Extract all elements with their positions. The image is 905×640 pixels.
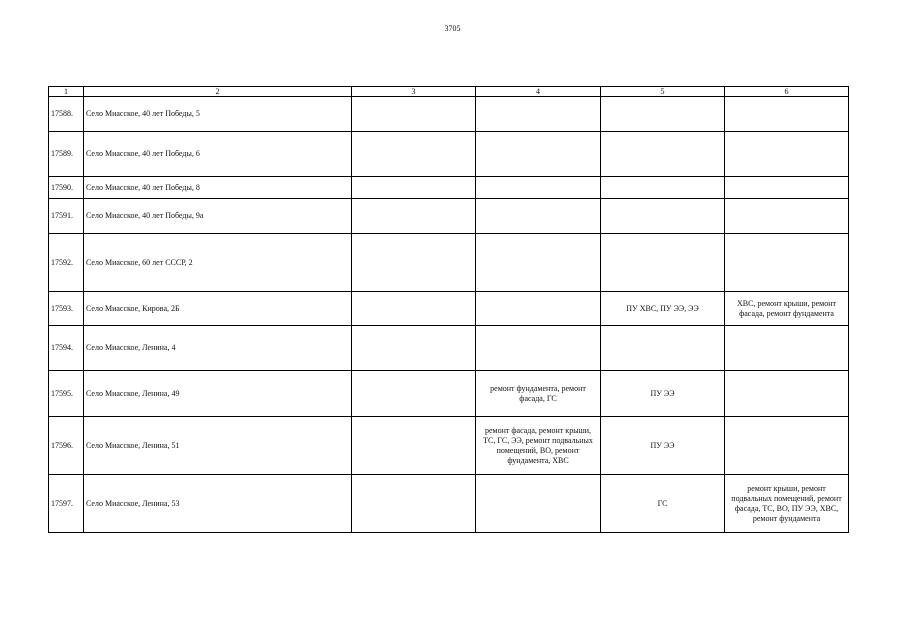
table-row bbox=[49, 199, 849, 234]
row-col3 bbox=[352, 234, 476, 292]
row-col6 bbox=[725, 177, 849, 199]
table-row bbox=[49, 417, 849, 475]
row-col4 bbox=[476, 326, 601, 371]
row-col3 bbox=[352, 97, 476, 132]
row-col6 bbox=[725, 417, 849, 475]
row-address: Село Миасское, 60 лет СССР, 2 bbox=[84, 234, 352, 292]
row-number: 17593. bbox=[49, 292, 84, 326]
page-number: 3705 bbox=[444, 24, 461, 33]
table-row bbox=[49, 371, 849, 417]
row-col5 bbox=[601, 97, 725, 132]
works-table bbox=[48, 86, 849, 533]
row-col4 bbox=[476, 475, 601, 533]
column-header-2: 2 bbox=[84, 87, 352, 97]
row-number: 17588. bbox=[49, 97, 84, 132]
table-row bbox=[49, 97, 849, 132]
row-col5 bbox=[601, 326, 725, 371]
row-address: Село Миасское, Ленина, 4 bbox=[84, 326, 352, 371]
row-col3 bbox=[352, 292, 476, 326]
row-number: 17592. bbox=[49, 234, 84, 292]
row-col6 bbox=[725, 326, 849, 371]
row-col4 bbox=[476, 292, 601, 326]
row-col5 bbox=[601, 234, 725, 292]
row-address: Село Миасское, 40 лет Победы, 8 bbox=[84, 177, 352, 199]
table-row bbox=[49, 326, 849, 371]
row-col5: ПУ ХВС, ПУ ЭЭ, ЭЭ bbox=[601, 292, 725, 326]
row-address: Село Миасское, Ленина, 49 bbox=[84, 371, 352, 417]
column-header-4: 4 bbox=[476, 87, 601, 97]
row-col5 bbox=[601, 177, 725, 199]
table-row bbox=[49, 292, 849, 326]
row-number: 17590. bbox=[49, 177, 84, 199]
row-col6: ремонт крыши, ремонт подвальных помещений, ремонт фасада, ТС, ВО, ПУ ЭЭ, ХВС, ремонт фундамента bbox=[725, 475, 849, 533]
row-address: Село Миасское, 40 лет Победы, 5 bbox=[84, 97, 352, 132]
row-col6 bbox=[725, 97, 849, 132]
row-col4 bbox=[476, 199, 601, 234]
row-col6 bbox=[725, 199, 849, 234]
row-address: Село Миасское, Кирова, 2Б bbox=[84, 292, 352, 326]
row-col4 bbox=[476, 97, 601, 132]
row-col5: ПУ ЭЭ bbox=[601, 417, 725, 475]
row-address: Село Миасское, Ленина, 53 bbox=[84, 475, 352, 533]
header-row bbox=[49, 87, 849, 97]
column-header-5: 5 bbox=[601, 87, 725, 97]
row-address: Село Миасское, Ленина, 51 bbox=[84, 417, 352, 475]
column-header-1: 1 bbox=[49, 87, 84, 97]
table-row bbox=[49, 132, 849, 177]
row-number: 17594. bbox=[49, 326, 84, 371]
row-col6 bbox=[725, 132, 849, 177]
row-col5 bbox=[601, 199, 725, 234]
row-number: 17595. bbox=[49, 371, 84, 417]
row-number: 17596. bbox=[49, 417, 84, 475]
row-col3 bbox=[352, 417, 476, 475]
column-header-3: 3 bbox=[352, 87, 476, 97]
row-col5: ПУ ЭЭ bbox=[601, 371, 725, 417]
row-col4: ремонт фасада, ремонт крыши, ТС, ГС, ЭЭ, ремонт подвальных помещений, ВО, ремонт фундамента, ХВС bbox=[476, 417, 601, 475]
row-address: Село Миасское, 40 лет Победы, 6 bbox=[84, 132, 352, 177]
column-header-6: 6 bbox=[725, 87, 849, 97]
row-col3 bbox=[352, 326, 476, 371]
row-col3 bbox=[352, 475, 476, 533]
row-col3 bbox=[352, 371, 476, 417]
table-row bbox=[49, 234, 849, 292]
row-col6: ХВС, ремонт крыши, ремонт фасада, ремонт фундамента bbox=[725, 292, 849, 326]
row-col3 bbox=[352, 132, 476, 177]
row-col3 bbox=[352, 177, 476, 199]
row-number: 17591. bbox=[49, 199, 84, 234]
row-number: 17589. bbox=[49, 132, 84, 177]
row-col4 bbox=[476, 177, 601, 199]
row-col6 bbox=[725, 234, 849, 292]
table-row bbox=[49, 177, 849, 199]
row-col5: ГС bbox=[601, 475, 725, 533]
row-col3 bbox=[352, 199, 476, 234]
row-col4: ремонт фундамента, ремонт фасада, ГС bbox=[476, 371, 601, 417]
row-number: 17597. bbox=[49, 475, 84, 533]
row-col5 bbox=[601, 132, 725, 177]
row-col6 bbox=[725, 371, 849, 417]
row-address: Село Миасское, 40 лет Победы, 9а bbox=[84, 199, 352, 234]
row-col4 bbox=[476, 132, 601, 177]
row-col4 bbox=[476, 234, 601, 292]
table-row bbox=[49, 475, 849, 533]
